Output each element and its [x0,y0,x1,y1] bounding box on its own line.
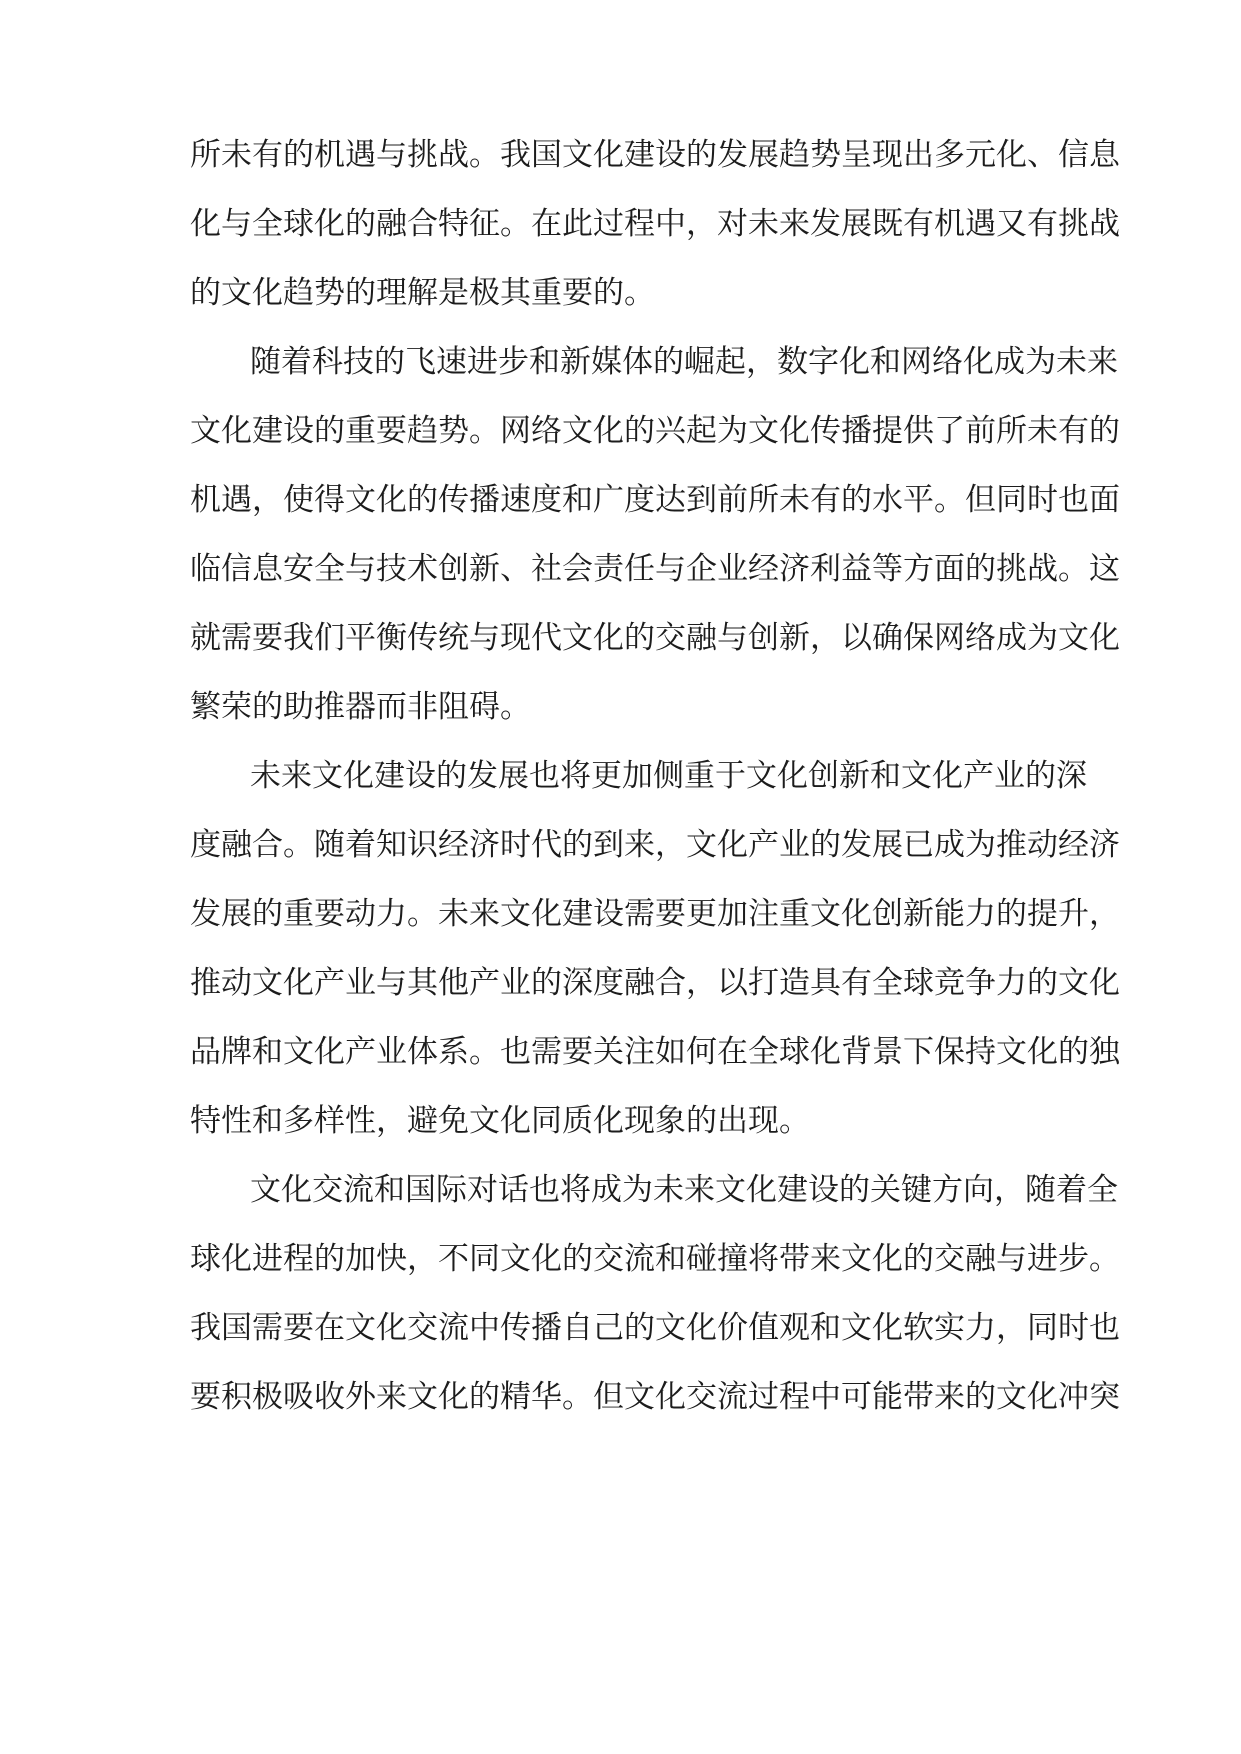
paragraph-2-line-4: 临信息安全与技术创新、社会责任与企业经济利益等方面的挑战。这 [190,551,1120,587]
paragraph-3-line-2: 度融合。随着知识经济时代的到来，文化产业的发展已成为推动经济 [190,827,1120,863]
paragraph-2-line-1: 随着科技的飞速进步和新媒体的崛起，数字化和网络化成为未来 [250,344,1118,380]
paragraph-4-line-3: 我国需要在文化交流中传播自己的文化价值观和文化软实力，同时也 [190,1310,1120,1346]
paragraph-3-line-1: 未来文化建设的发展也将更加侧重于文化创新和文化产业的深 [250,758,1087,794]
paragraph-4-line-1: 文化交流和国际对话也将成为未来文化建设的关键方向，随着全 [250,1172,1118,1208]
paragraph-4-line-2: 球化进程的加快，不同文化的交流和碰撞将带来文化的交融与进步。 [190,1241,1120,1277]
paragraph-2-line-6: 繁荣的助推器而非阻碍。 [190,689,531,725]
paragraph-3-line-3: 发展的重要动力。未来文化建设需要更加注重文化创新能力的提升， [190,896,1120,932]
paragraph-1-line-1: 所未有的机遇与挑战。我国文化建设的发展趋势呈现出多元化、信息 [190,137,1120,173]
paragraph-2-line-5: 就需要我们平衡传统与现代文化的交融与创新，以确保网络成为文化 [190,620,1120,656]
paragraph-3-line-4: 推动文化产业与其他产业的深度融合，以打造具有全球竞争力的文化 [190,965,1120,1001]
paragraph-1-line-3: 的文化趋势的理解是极其重要的。 [190,275,655,311]
paragraph-2-line-3: 机遇，使得文化的传播速度和广度达到前所未有的水平。但同时也面 [190,482,1120,518]
paragraph-3-line-5: 品牌和文化产业体系。也需要关注如何在全球化背景下保持文化的独 [190,1034,1120,1070]
paragraph-1-line-2: 化与全球化的融合特征。在此过程中，对未来发展既有机遇又有挑战 [190,206,1120,242]
paragraph-3-line-6: 特性和多样性，避免文化同质化现象的出现。 [190,1103,810,1139]
paragraph-4-line-4: 要积极吸收外来文化的精华。但文化交流过程中可能带来的文化冲突 [190,1379,1120,1415]
paragraph-2-line-2: 文化建设的重要趋势。网络文化的兴起为文化传播提供了前所未有的 [190,413,1120,449]
